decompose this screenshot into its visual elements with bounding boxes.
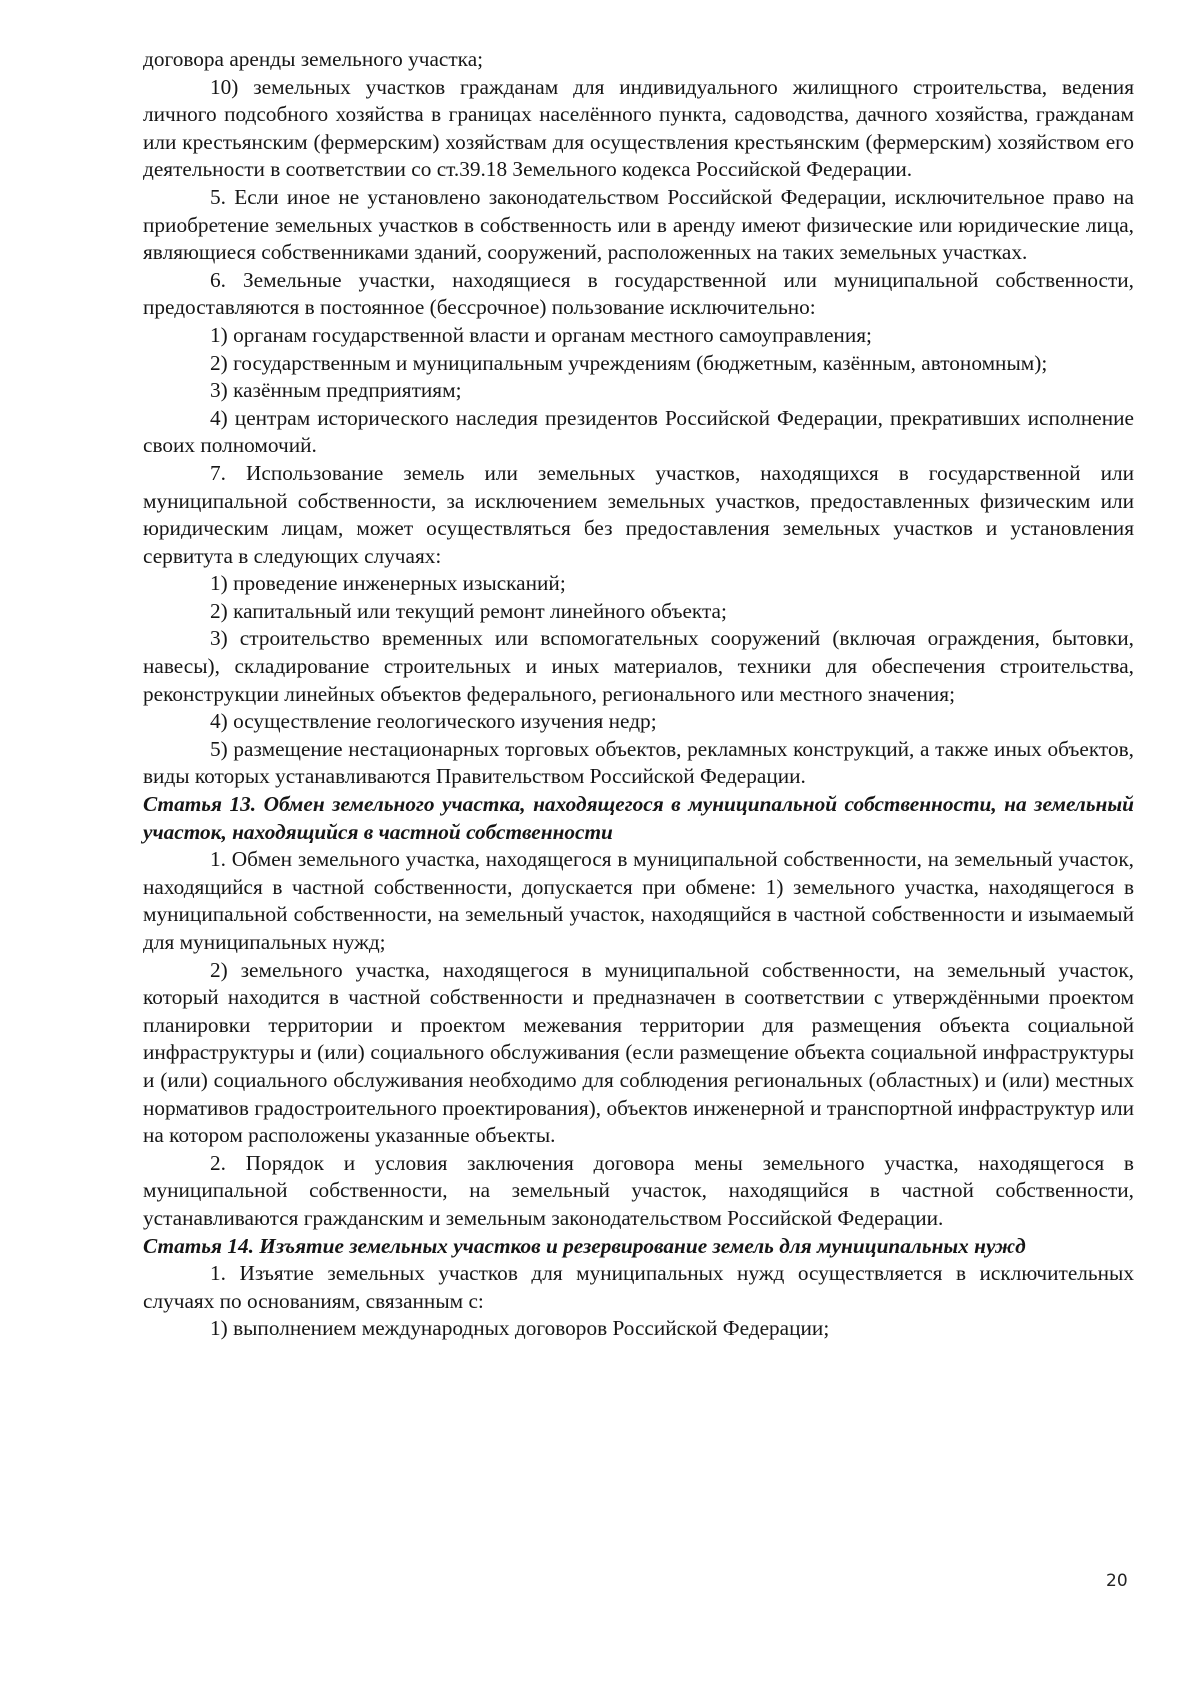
list-item: 1) проведение инженерных изысканий; — [210, 571, 566, 596]
article-heading: Статья 13. Обмен земельного участка, находящегося в муниципальной собственности, на земельный участок, находящийся в частной собственности — [143, 792, 1134, 844]
list-item: 4) осуществление геологического изучения недр; — [210, 709, 657, 734]
list-item: 4) центрам исторического наследия президентов Российской Федерации, прекративших исполнение своих полномочий. — [143, 405, 1134, 458]
list-item: 5) размещение нестационарных торговых объектов, рекламных конструкций, а также иных объектов, виды которых устанавливаются Правительством Российской Федерации. — [143, 736, 1134, 789]
list-item: 2) капитальный или текущий ремонт линейного объекта; — [210, 598, 727, 623]
list-item: 1) выполнением международных договоров Российской Федерации; — [210, 1316, 830, 1341]
list-item: 2) государственным и муниципальным учреждениям (бюджетным, казённым, автономным); — [210, 350, 1048, 375]
article-heading: Статья 14. Изъятие земельных участков и резервирование земель для муниципальных нужд — [143, 1233, 1026, 1258]
paragraph: 2. Порядок и условия заключения договора мены земельного участка, находящегося в муниципальной собственности, на земельный участок, находящийся в частной собственности, устанавливаются гражданским и земельным законодательством Российской Федерации. — [143, 1150, 1134, 1230]
paragraph: 6. Земельные участки, находящиеся в государственной или муниципальной собственности, предоставляются в постоянное (бессрочное) пользование исключительно: — [143, 267, 1134, 320]
list-item: 1) органам государственной власти и органам местного самоуправления; — [210, 322, 872, 347]
page-number: 20 — [1106, 1571, 1128, 1591]
paragraph: 1. Изъятие земельных участков для муниципальных нужд осуществляется в исключительных случаях по основаниям, связанным с: — [143, 1261, 1134, 1313]
paragraph: 2) земельного участка, находящегося в муниципальной собственности, на земельный участок, который находится в частной собственности и предназначен в соответствии с утверждёнными проектом планировки территории и проектом межевания территории для размещения объекта социальной инфраструктуры и (или) социального обслуживания (если размещение объекта социальной инфраструктуры и (или) социального обслуживания необходимо для соблюдения региональных (областных) и (или) местных нормативов градостроительного проектирования), объектов инженерной и транспортной инфраструктур или на котором расположены указанные объекты. — [143, 957, 1134, 1148]
list-item: 3) казённым предприятиям; — [210, 378, 462, 403]
paragraph: договора аренды земельного участка; — [143, 47, 484, 71]
paragraph: 7. Использование земель или земельных участков, находящихся в государственной или муниципальной собственности, за исключением земельных участков, предоставленных физическим или юридическим лицам, может осуществляться без предоставления земельных участков и установления сервитута в следующих случаях: — [143, 460, 1134, 568]
paragraph: 10) земельных участков гражданам для индивидуального жилищного строительства, ведения личного подсобного хозяйства в границах населённого пункта, садоводства, дачного хозяйства, гражданам или крестьянским (фермерским) хозяйствам для осуществления крестьянским (фермерским) хозяйством его деятельности в соответствии со ст.39.18 Земельного кодекса Российской Федерации. — [143, 74, 1134, 182]
paragraph: 5. Если иное не установлено законодательством Российской Федерации, исключительное право на приобретение земельных участков в собственность или в аренду имеют физические или юридические лица, являющиеся собственниками зданий, сооружений, расположенных на таких земельных участках. — [143, 184, 1134, 265]
list-item: 3) строительство временных или вспомогательных сооружений (включая ограждения, бытовки, навесы), складирование строительных и иных материалов, техники для обеспечения строительства, реконструкции линейных объектов федерального, регионального или местного значения; — [143, 626, 1134, 706]
paragraph: 1. Обмен земельного участка, находящегося в муниципальной собственности, на земельный участок, находящийся в частной собственности, допускается при обмене: 1) земельного участка, находящегося в муниципальной собственности, на земельный участок, находящийся в частной собственности и изымаемый для муниципальных нужд; — [143, 847, 1134, 954]
document-page-body — [143, 46, 1134, 1343]
